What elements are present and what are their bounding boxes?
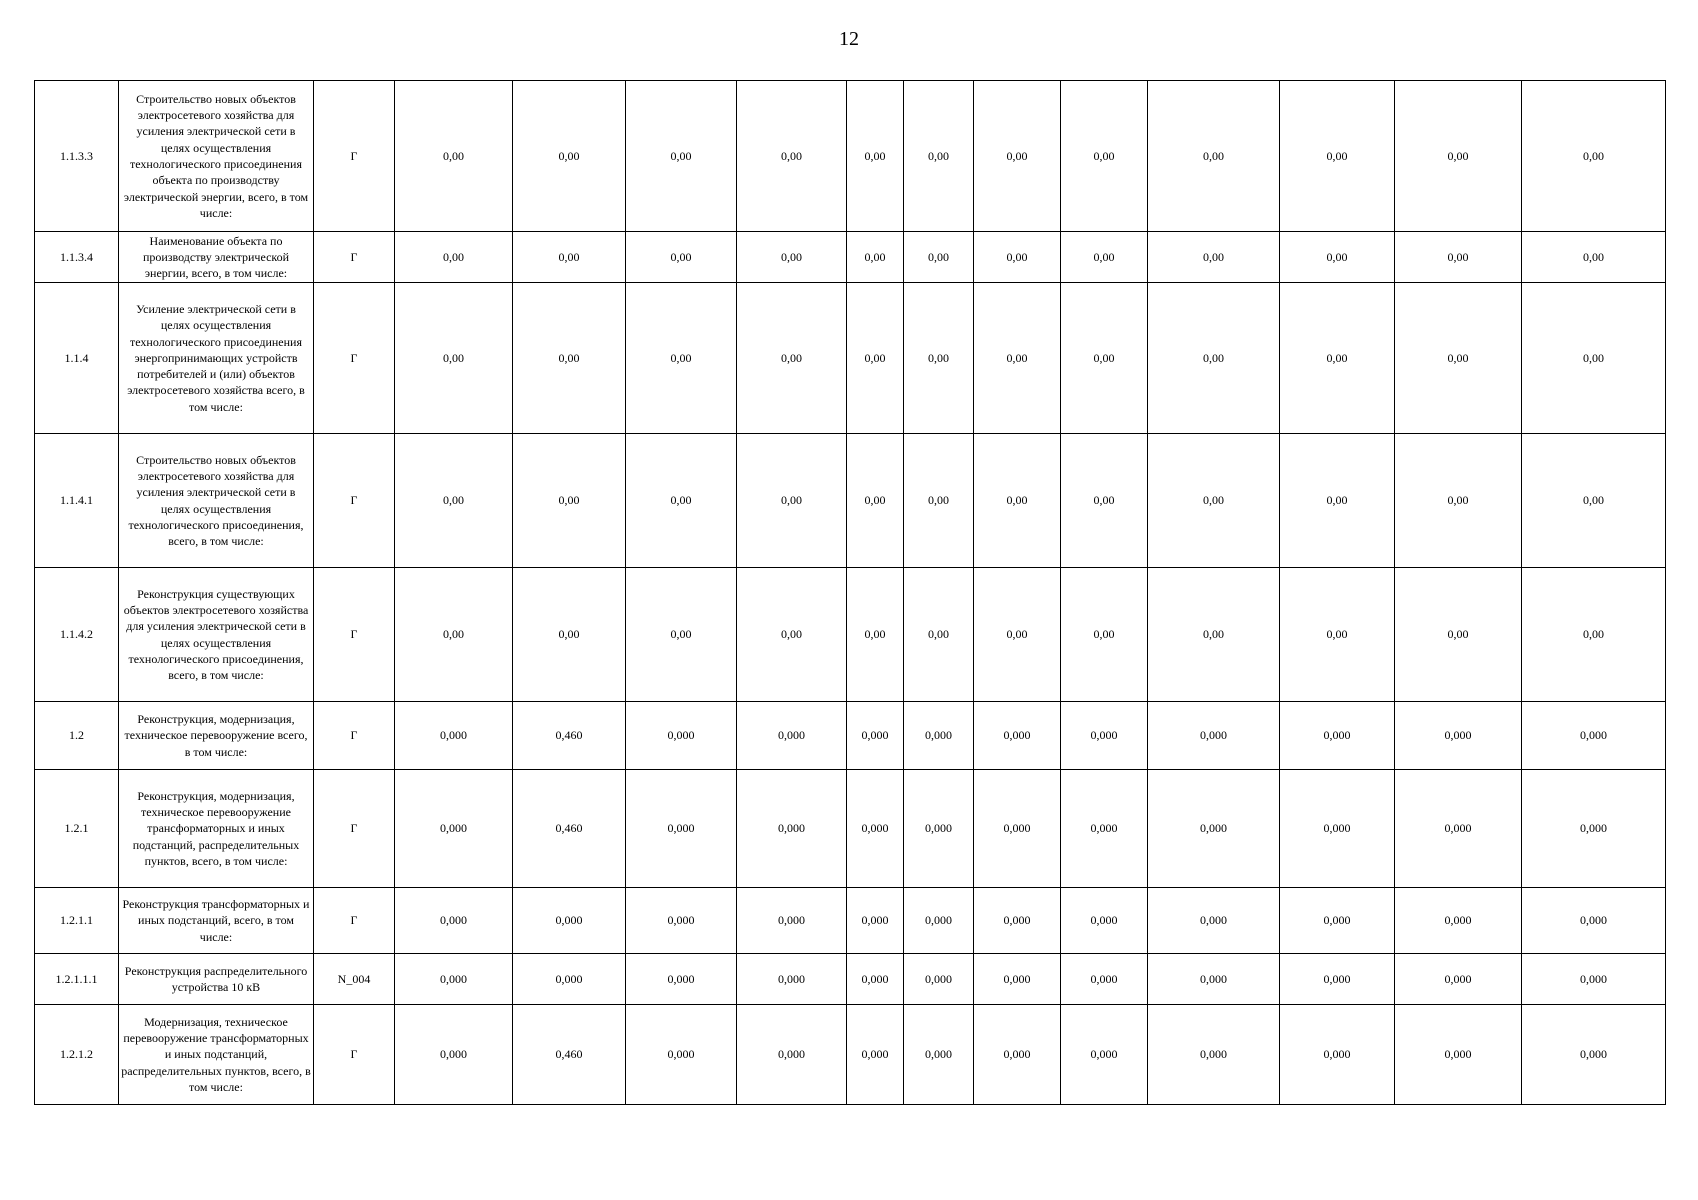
value-cell: 0,00 <box>626 434 737 568</box>
row-id: Г <box>314 568 395 702</box>
table-row <box>35 232 1666 283</box>
value-cell: 0,000 <box>904 1005 974 1105</box>
value-cell: 0,00 <box>1061 434 1148 568</box>
value-cell: 0,00 <box>904 81 974 232</box>
value-cell: 0,00 <box>974 283 1061 434</box>
value-cell: 0,000 <box>626 954 737 1005</box>
value-cell: 0,00 <box>626 232 737 283</box>
value-cell: 0,000 <box>395 1005 513 1105</box>
value-cell: 0,00 <box>1148 568 1280 702</box>
value-cell: 0,00 <box>1395 81 1522 232</box>
value-cell: 0,000 <box>513 954 626 1005</box>
row-id: Г <box>314 81 395 232</box>
value-cell: 0,00 <box>395 283 513 434</box>
value-cell: 0,00 <box>626 283 737 434</box>
value-cell: 0,000 <box>1061 770 1148 888</box>
value-cell: 0,00 <box>847 568 904 702</box>
value-cell: 0,000 <box>1395 954 1522 1005</box>
value-cell: 0,000 <box>1395 702 1522 770</box>
table-row <box>35 702 1666 770</box>
table-row <box>35 954 1666 1005</box>
value-cell: 0,000 <box>513 888 626 954</box>
value-cell: 0,000 <box>904 888 974 954</box>
value-cell: 0,000 <box>1061 702 1148 770</box>
value-cell: 0,000 <box>1280 888 1395 954</box>
value-cell: 0,00 <box>1061 81 1148 232</box>
row-name: Модернизация, техническое перевооружение трансформаторных и иных подстанций, распределительных пунктов, всего, в том числе: <box>119 1005 314 1105</box>
value-cell: 0,00 <box>1061 283 1148 434</box>
row-code: 1.1.3.3 <box>35 81 119 232</box>
value-cell: 0,00 <box>1522 434 1666 568</box>
value-cell: 0,00 <box>847 232 904 283</box>
value-cell: 0,00 <box>395 434 513 568</box>
value-cell: 0,00 <box>1522 232 1666 283</box>
value-cell: 0,000 <box>1148 1005 1280 1105</box>
value-cell: 0,00 <box>1522 568 1666 702</box>
value-cell: 0,000 <box>1395 770 1522 888</box>
value-cell: 0,000 <box>1395 1005 1522 1105</box>
row-name: Реконструкция распределительного устройства 10 кВ <box>119 954 314 1005</box>
value-cell: 0,000 <box>974 954 1061 1005</box>
value-cell: 0,00 <box>1061 568 1148 702</box>
value-cell: 0,00 <box>1280 568 1395 702</box>
value-cell: 0,000 <box>1522 702 1666 770</box>
value-cell: 0,000 <box>904 702 974 770</box>
value-cell: 0,00 <box>847 434 904 568</box>
value-cell: 0,460 <box>513 770 626 888</box>
value-cell: 0,00 <box>974 568 1061 702</box>
value-cell: 0,460 <box>513 702 626 770</box>
row-code: 1.1.3.4 <box>35 232 119 283</box>
value-cell: 0,00 <box>1395 434 1522 568</box>
value-cell: 0,00 <box>513 232 626 283</box>
value-cell: 0,000 <box>395 770 513 888</box>
value-cell: 0,000 <box>737 770 847 888</box>
value-cell: 0,000 <box>847 770 904 888</box>
investment-table <box>34 80 1666 1105</box>
row-code: 1.2 <box>35 702 119 770</box>
value-cell: 0,460 <box>513 1005 626 1105</box>
value-cell: 0,000 <box>904 770 974 888</box>
value-cell: 0,000 <box>847 888 904 954</box>
value-cell: 0,000 <box>1522 770 1666 888</box>
row-code: 1.2.1.2 <box>35 1005 119 1105</box>
row-id: Г <box>314 232 395 283</box>
row-id: Г <box>314 283 395 434</box>
value-cell: 0,000 <box>1280 954 1395 1005</box>
value-cell: 0,000 <box>1061 1005 1148 1105</box>
row-name: Наименование объекта по производству электрической энергии, всего, в том числе: <box>119 232 314 283</box>
value-cell: 0,000 <box>737 702 847 770</box>
row-id: N_004 <box>314 954 395 1005</box>
value-cell: 0,00 <box>395 81 513 232</box>
value-cell: 0,000 <box>847 702 904 770</box>
value-cell: 0,000 <box>1280 1005 1395 1105</box>
row-name: Усиление электрической сети в целях осуществления технологического присоединения энергопринимающих устройств потребителей и (или) объектов электросетевого хозяйства всего, в том числе: <box>119 283 314 434</box>
value-cell: 0,00 <box>1395 232 1522 283</box>
row-name: Строительство новых объектов электросетевого хозяйства для усиления электрической сети в целях осуществления технологического присоединения объекта по производству электрической энергии, всего, в том числе: <box>119 81 314 232</box>
value-cell: 0,000 <box>1522 888 1666 954</box>
value-cell: 0,00 <box>626 81 737 232</box>
value-cell: 0,00 <box>974 434 1061 568</box>
value-cell: 0,00 <box>1280 434 1395 568</box>
row-code: 1.1.4.1 <box>35 434 119 568</box>
value-cell: 0,000 <box>737 954 847 1005</box>
value-cell: 0,000 <box>626 770 737 888</box>
value-cell: 0,00 <box>904 283 974 434</box>
row-id: Г <box>314 434 395 568</box>
value-cell: 0,000 <box>974 1005 1061 1105</box>
value-cell: 0,00 <box>1148 283 1280 434</box>
page-number: 12 <box>839 28 859 50</box>
value-cell: 0,000 <box>1148 888 1280 954</box>
value-cell: 0,00 <box>1280 232 1395 283</box>
value-cell: 0,000 <box>1280 702 1395 770</box>
value-cell: 0,00 <box>1395 283 1522 434</box>
value-cell: 0,00 <box>513 568 626 702</box>
row-code: 1.2.1 <box>35 770 119 888</box>
table-row <box>35 434 1666 568</box>
value-cell: 0,00 <box>737 81 847 232</box>
value-cell: 0,00 <box>1148 81 1280 232</box>
value-cell: 0,00 <box>626 568 737 702</box>
value-cell: 0,00 <box>395 568 513 702</box>
row-id: Г <box>314 1005 395 1105</box>
value-cell: 0,00 <box>974 81 1061 232</box>
row-code: 1.1.4 <box>35 283 119 434</box>
row-id: Г <box>314 770 395 888</box>
value-cell: 0,000 <box>974 702 1061 770</box>
value-cell: 0,00 <box>1148 434 1280 568</box>
value-cell: 0,00 <box>1061 232 1148 283</box>
value-cell: 0,00 <box>1522 283 1666 434</box>
value-cell: 0,000 <box>626 1005 737 1105</box>
value-cell: 0,00 <box>904 568 974 702</box>
value-cell: 0,000 <box>626 888 737 954</box>
value-cell: 0,000 <box>1522 1005 1666 1105</box>
value-cell: 0,000 <box>395 888 513 954</box>
table-row <box>35 888 1666 954</box>
value-cell: 0,00 <box>1280 81 1395 232</box>
row-name: Строительство новых объектов электросетевого хозяйства для усиления электрической сети в целях осуществления технологического присоединения, всего, в том числе: <box>119 434 314 568</box>
table-row <box>35 283 1666 434</box>
value-cell: 0,000 <box>847 1005 904 1105</box>
value-cell: 0,00 <box>513 81 626 232</box>
value-cell: 0,00 <box>513 434 626 568</box>
table-row <box>35 1005 1666 1105</box>
value-cell: 0,00 <box>395 232 513 283</box>
value-cell: 0,00 <box>1395 568 1522 702</box>
table-row <box>35 568 1666 702</box>
value-cell: 0,000 <box>974 888 1061 954</box>
value-cell: 0,000 <box>737 888 847 954</box>
table-row <box>35 770 1666 888</box>
value-cell: 0,000 <box>847 954 904 1005</box>
value-cell: 0,000 <box>1061 888 1148 954</box>
value-cell: 0,000 <box>737 1005 847 1105</box>
value-cell: 0,00 <box>737 232 847 283</box>
value-cell: 0,000 <box>1280 770 1395 888</box>
table-row <box>35 81 1666 232</box>
value-cell: 0,000 <box>1148 770 1280 888</box>
value-cell: 0,00 <box>904 232 974 283</box>
value-cell: 0,000 <box>1522 954 1666 1005</box>
value-cell: 0,000 <box>395 954 513 1005</box>
value-cell: 0,000 <box>395 702 513 770</box>
value-cell: 0,000 <box>1061 954 1148 1005</box>
row-code: 1.1.4.2 <box>35 568 119 702</box>
value-cell: 0,000 <box>974 770 1061 888</box>
row-code: 1.2.1.1.1 <box>35 954 119 1005</box>
value-cell: 0,00 <box>737 568 847 702</box>
row-id: Г <box>314 888 395 954</box>
row-name: Реконструкция существующих объектов электросетевого хозяйства для усиления электрической сети в целях осуществления технологического присоединения, всего, в том числе: <box>119 568 314 702</box>
value-cell: 0,000 <box>1395 888 1522 954</box>
value-cell: 0,000 <box>626 702 737 770</box>
table-body <box>35 81 1666 1105</box>
value-cell: 0,00 <box>847 81 904 232</box>
value-cell: 0,000 <box>904 954 974 1005</box>
row-name: Реконструкция, модернизация, техническое перевооружение трансформаторных и иных подстанций, распределительных пунктов, всего, в том числе: <box>119 770 314 888</box>
value-cell: 0,00 <box>1522 81 1666 232</box>
row-code: 1.2.1.1 <box>35 888 119 954</box>
value-cell: 0,00 <box>1148 232 1280 283</box>
row-name: Реконструкция трансформаторных и иных подстанций, всего, в том числе: <box>119 888 314 954</box>
value-cell: 0,00 <box>1280 283 1395 434</box>
value-cell: 0,00 <box>904 434 974 568</box>
value-cell: 0,000 <box>1148 954 1280 1005</box>
value-cell: 0,00 <box>737 283 847 434</box>
row-id: Г <box>314 702 395 770</box>
value-cell: 0,00 <box>847 283 904 434</box>
value-cell: 0,00 <box>513 283 626 434</box>
row-name: Реконструкция, модернизация, техническое перевооружение всего, в том числе: <box>119 702 314 770</box>
value-cell: 0,000 <box>1148 702 1280 770</box>
value-cell: 0,00 <box>737 434 847 568</box>
value-cell: 0,00 <box>974 232 1061 283</box>
